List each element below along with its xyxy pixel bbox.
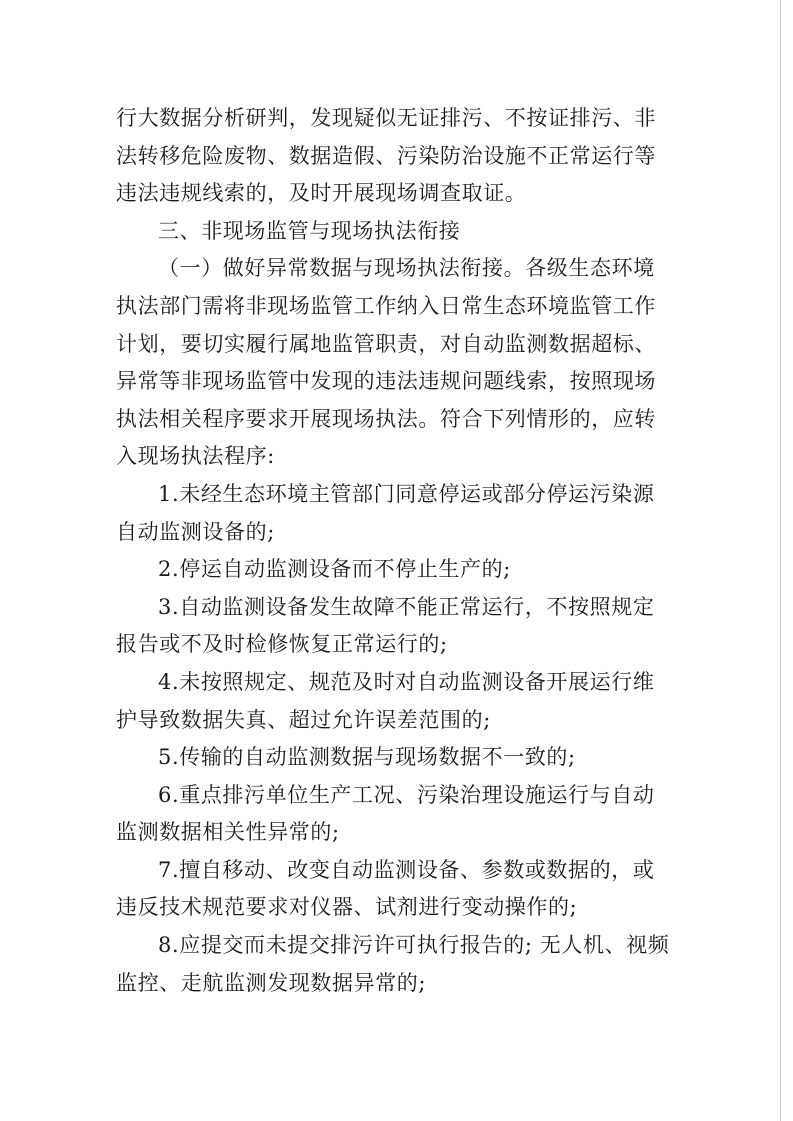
section-heading: 三、非现场监管与现场执法衔接 (158, 218, 461, 243)
subsection-label: （一）做好异常数据与现场执法衔接。 (158, 256, 526, 281)
subsection-text: 各级生态环境执法部门需将非现场监管工作纳入日常生态环境监管工作计划，要切实履行属地监管职责，对自动监测数据超标、异常等非现场监管中发现的违法违规问题线索，按照现场执法相关程序要求开展现场执法。符合下列情形的，应转入现场执法程序: (116, 256, 656, 469)
document-body (116, 100, 676, 1002)
list-item-8: 8.应提交而未提交排污许可执行报告的; 无人机、视频监控、走航监测发现数据异常的; (116, 933, 670, 995)
paragraph-continuation: 行大数据分析研判，发现疑似无证排污、不按证排污、非法转移危险废物、数据造假、污染防治设施不正常运行等违法违规线索的，及时开展现场调查取证。 (116, 106, 656, 206)
list-item-5: 5.传输的自动监测数据与现场数据不一致的; (158, 745, 576, 770)
page-edge-line (780, 0, 781, 1121)
subsection-paragraph (116, 250, 676, 476)
list-item-1: 1.未经生态环境主管部门同意停运或部分停运污染源自动监测设备的; (116, 481, 655, 544)
list-item-2: 2.停运自动监测设备而不停止生产的; (158, 557, 511, 582)
list-item-4: 4.未按照规定、规范及时对自动监测设备开展运行维护导致数据失真、超过允许误差范围的; (116, 669, 655, 732)
list-item-6: 6.重点排污单位生产工况、污染治理设施运行与自动监测数据相关性异常的; (116, 782, 655, 845)
list-item-3: 3.自动监测设备发生故障不能正常运行，不按照规定报告或不及时检修恢复正常运行的; (116, 594, 655, 657)
list-item-7: 7.擅自移动、改变自动监测设备、参数或数据的，或违反技术规范要求对仪器、试剂进行变动操作的; (116, 857, 655, 920)
